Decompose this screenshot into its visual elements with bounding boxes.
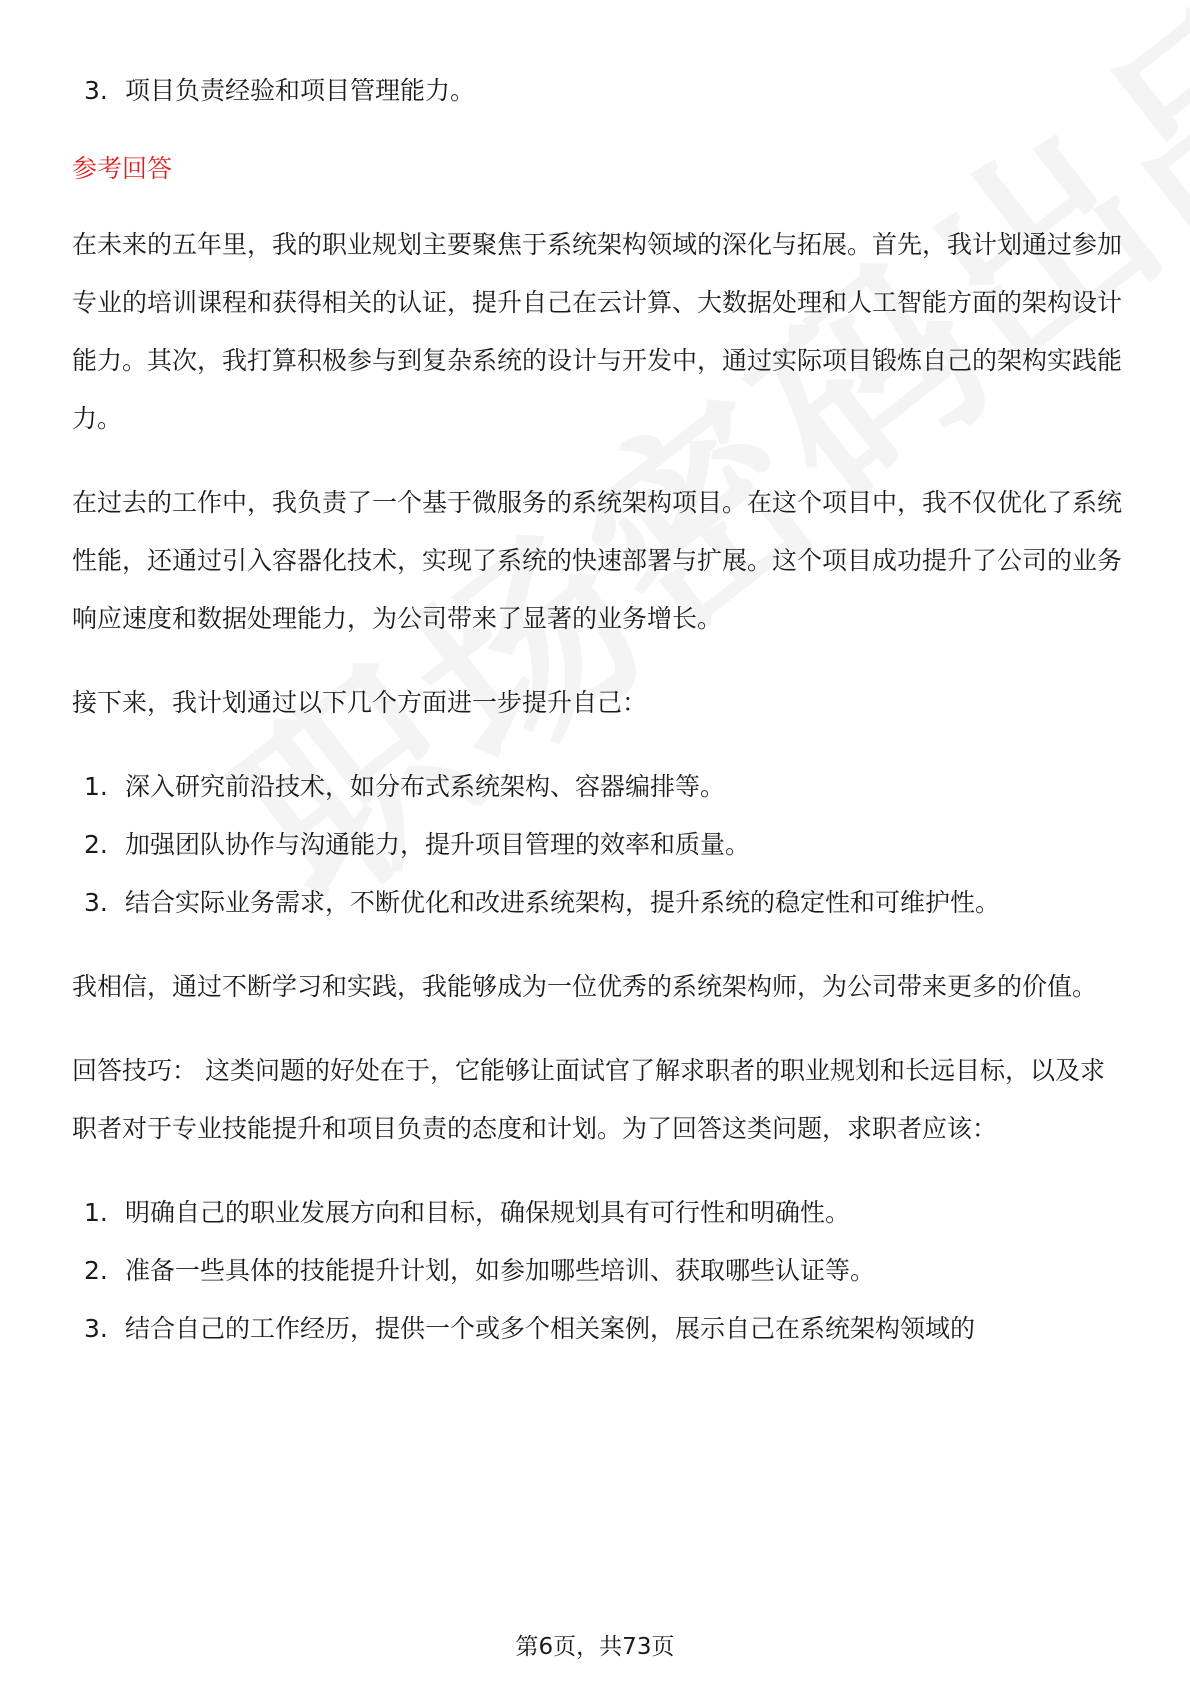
list-item bbox=[72, 1242, 1122, 1300]
list-item-text: 明确自己的职业发展方向和目标，确保规划具有可行性和明确性。 bbox=[125, 1198, 851, 1227]
paragraph-career-plan: 在未来的五年里，我的职业规划主要聚焦于系统架构领域的深化与拓展。首先，我计划通过参加专业的培训课程和获得相关的认证，提升自己在云计算、大数据处理和人工智能方面的架构设计能力。其次，我打算积极参与到复杂系统的设计与开发中，通过实际项目锻炼自己的架构实践能力。 bbox=[72, 230, 1123, 433]
list-item-number: 3. bbox=[84, 76, 108, 105]
section-heading: 参考回答 bbox=[72, 154, 173, 183]
list-item bbox=[72, 874, 1122, 932]
paragraph-next-steps: 接下来，我计划通过以下几个方面进一步提升自己： bbox=[72, 688, 648, 717]
plan-list bbox=[72, 758, 1122, 932]
list-item-number: 1. bbox=[84, 772, 108, 801]
list-item-text: 深入研究前沿技术，如分布式系统架构、容器编排等。 bbox=[125, 772, 726, 801]
list-item bbox=[72, 1300, 1122, 1358]
list-item bbox=[72, 1184, 1122, 1242]
list-item-text: 结合自己的工作经历，提供一个或多个相关案例，展示自己在系统架构领域的 bbox=[125, 1314, 976, 1343]
list-item-text: 加强团队协作与沟通能力，提升项目管理的效率和质量。 bbox=[125, 830, 751, 859]
list-item bbox=[72, 62, 1122, 120]
list-item-number: 2. bbox=[84, 1256, 108, 1285]
list-item-text: 准备一些具体的技能提升计划，如参加哪些培训、获取哪些认证等。 bbox=[125, 1256, 876, 1285]
list-item-text: 项目负责经验和项目管理能力。 bbox=[125, 76, 476, 105]
paragraph-answer-tips: 回答技巧： 这类问题的好处在于，它能够让面试官了解求职者的职业规划和长远目标，以及求职者对于专业技能提升和项目负责的态度和计划。为了回答这类问题，求职者应该： bbox=[72, 1056, 1105, 1143]
list-item-text: 结合实际业务需求，不断优化和改进系统架构，提升系统的稳定性和可维护性。 bbox=[125, 888, 1001, 917]
paragraph-past-project: 在过去的工作中，我负责了一个基于微服务的系统架构项目。在这个项目中，我不仅优化了系统性能，还通过引入容器化技术，实现了系统的快速部署与扩展。这个项目成功提升了公司的业务响应速度和数据处理能力，为公司带来了显著的业务增长。 bbox=[72, 488, 1123, 633]
tips-list bbox=[72, 1184, 1122, 1358]
list-item-number: 2. bbox=[84, 830, 108, 859]
page-content bbox=[72, 62, 1122, 1358]
list-item bbox=[72, 758, 1122, 816]
requirements-list bbox=[72, 62, 1122, 120]
list-item bbox=[72, 816, 1122, 874]
page-number-footer: 第6页，共73页 bbox=[515, 1634, 675, 1660]
paragraph-conclusion: 我相信，通过不断学习和实践，我能够成为一位优秀的系统架构师，为公司带来更多的价值。 bbox=[72, 972, 1098, 1001]
list-item-number: 3. bbox=[84, 888, 108, 917]
list-item-number: 3. bbox=[84, 1314, 108, 1343]
list-item-number: 1. bbox=[84, 1198, 108, 1227]
